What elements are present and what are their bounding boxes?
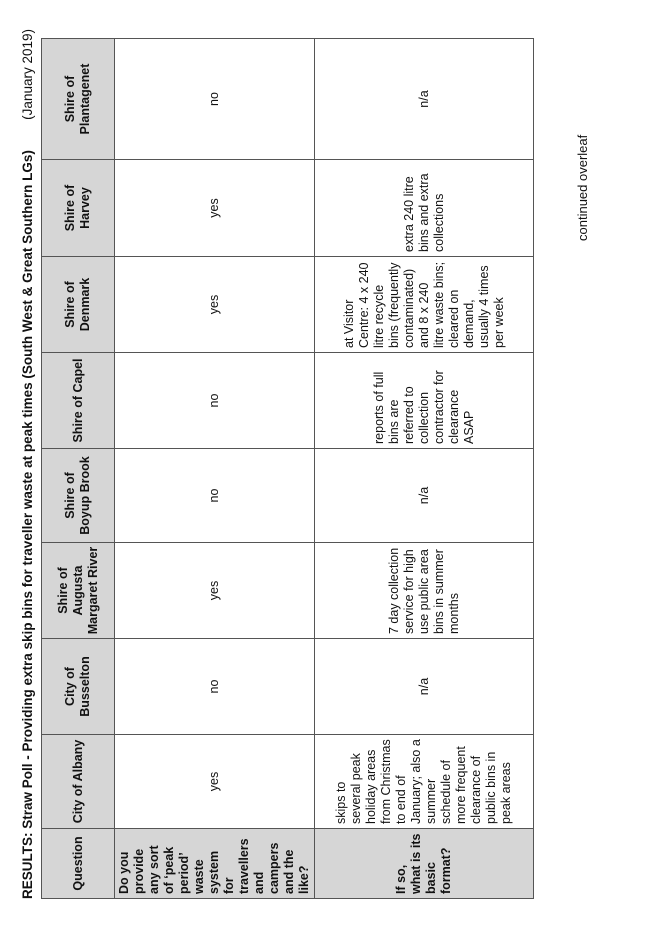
answer-cell: n/a xyxy=(315,39,534,160)
results-table xyxy=(41,38,534,899)
page-title: RESULTS: Straw Poll - Providing extra skip bins for traveller waste at peak times (South West & Great Southern LGs) xyxy=(20,150,35,899)
answer-cell: no xyxy=(115,449,315,543)
column-header: Shire of Augusta Margaret River xyxy=(42,543,115,639)
column-header: City of Busselton xyxy=(42,639,115,735)
answer-cell: at Visitor Centre: 4 x 240 litre recycle bins (frequently contaminated) and 8 x 240 litre waste bins; cleared on demand, usually 4 times per week xyxy=(315,257,534,353)
header-row xyxy=(42,39,115,899)
answer-cell: no xyxy=(115,353,315,449)
answer-cell: extra 240 litre bins and extra collections xyxy=(315,160,534,257)
answer-cell: yes xyxy=(115,160,315,257)
answer-cell: yes xyxy=(115,543,315,639)
column-header: City of Albany xyxy=(42,735,115,829)
answer-cell: yes xyxy=(115,257,315,353)
title-line xyxy=(20,29,35,899)
table-row xyxy=(315,39,534,899)
table-row xyxy=(115,39,315,899)
column-header: Shire of Denmark xyxy=(42,257,115,353)
answer-cell: n/a xyxy=(315,639,534,735)
answer-cell: no xyxy=(115,39,315,160)
row-question: Do you provide any sort of ‘peak period’ waste system for travellers and campers and the like? xyxy=(115,829,315,899)
continued-note: continued overleaf xyxy=(575,134,590,241)
answer-cell: reports of full bins are referred to collection contractor for clearance ASAP xyxy=(315,353,534,449)
answer-cell: 7 day collection service for high use public area bins in summer months xyxy=(315,543,534,639)
page-date: (January 2019) xyxy=(20,29,35,120)
row-question: If so, what is its basic format? xyxy=(315,829,534,899)
column-header: Shire of Boyup Brook xyxy=(42,449,115,543)
column-header: Shire of Capel xyxy=(42,353,115,449)
column-header: Shire of Plantagenet xyxy=(42,39,115,160)
column-header: Question xyxy=(42,829,115,899)
answer-cell: skips to several peak holiday areas from Christmas to end of January; also a summer schedule of more frequent clearance of public bins in peak areas xyxy=(315,735,534,829)
column-header: Shire of Harvey xyxy=(42,160,115,257)
answer-cell: no xyxy=(115,639,315,735)
answer-cell: yes xyxy=(115,735,315,829)
answer-cell: n/a xyxy=(315,449,534,543)
